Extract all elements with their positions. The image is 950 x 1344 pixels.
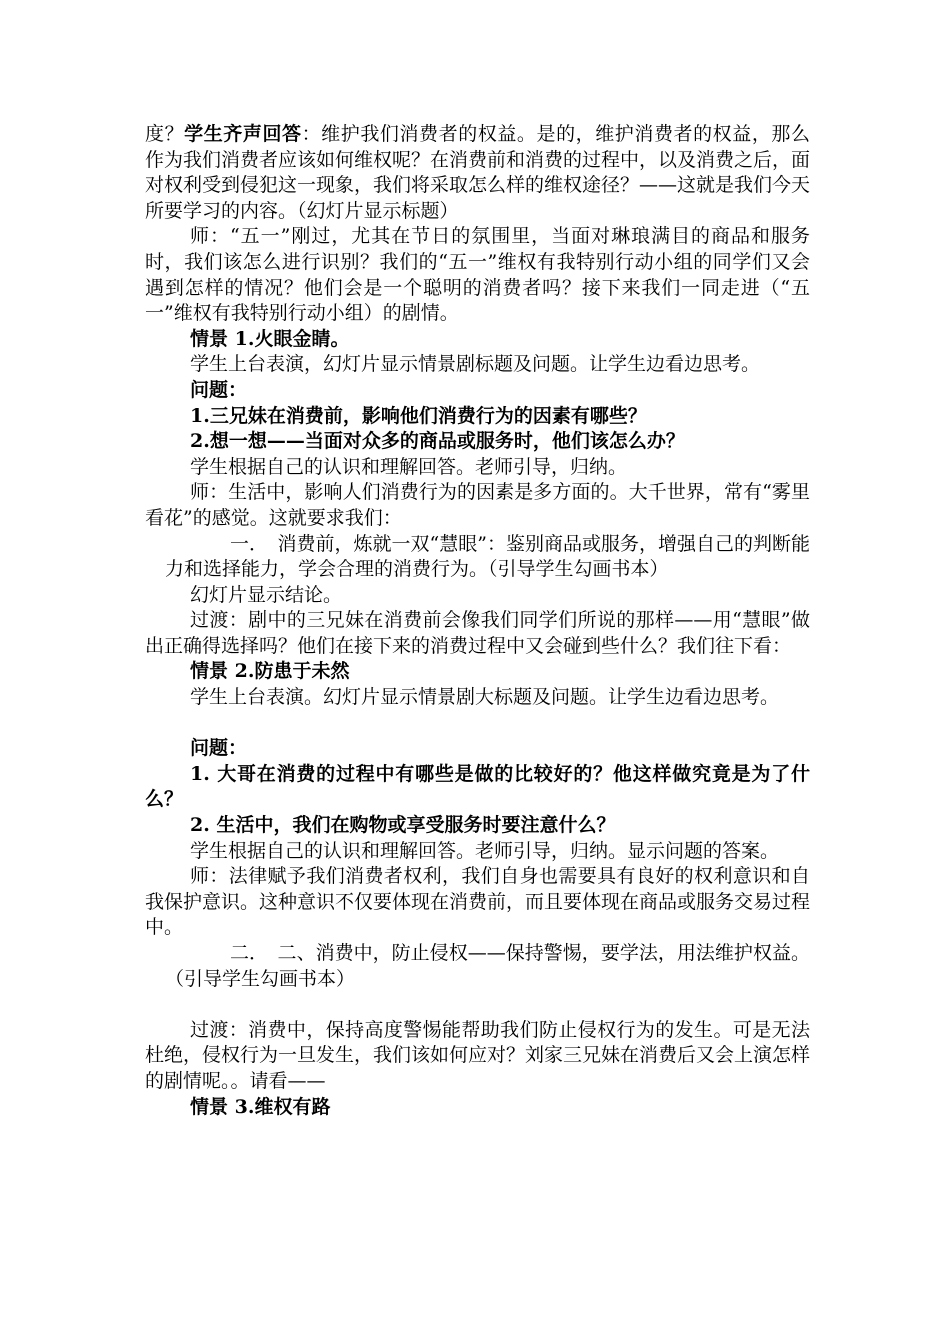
students-answer-label: 学生齐声回答 (184, 123, 302, 145)
scene1-question-2: 2.想一想——当面对众多的商品或服务时，他们该怎么办？ (190, 430, 685, 453)
document-page (145, 122, 810, 1120)
intro-lead: 度？ (145, 123, 185, 145)
scene1-transition: 过渡：剧中的三兄妹在消费前会像我们同学们所说的那样——用“慧眼”做出正确得选择吗？他们在接下来的消费过程中又会碰到些什么？我们往下看： (145, 609, 810, 657)
scene1-teacher: 师：生活中，影响人们消费行为的因素是多方面的。大千世界，常有“雾里看花”的感觉。这就要求我们： (145, 481, 810, 529)
scene1-conclusion: 幻灯片显示结论。 (190, 583, 343, 606)
teacher-paragraph: 师：“五一”刚过，尤其在节日的氛围里，当面对琳琅满目的商品和服务时，我们该怎么进行识别？我们的“五一”维权有我特别行动小组的同学们又会遇到怎样的情况？他们会是一个聪明的消费者吗？接下来我们一同走进（“五一”维权有我特别行动小组）的剧情。 (145, 225, 810, 325)
scene1-title: 情景 1.火眼金睛。 (190, 327, 350, 350)
blank-line (145, 711, 810, 737)
scene1-question-1: 1.三兄妹在消费前，影响他们消费行为的因素有哪些？ (190, 404, 647, 427)
scene2-title: 情景 2.防患于未然 (190, 660, 350, 683)
scene1-key-point: 一． 消费前，炼就一双“慧眼”：鉴别商品或服务，增强自己的判断能力和选择能力，学会合理的消费行为。（引导学生勾画书本） (165, 532, 810, 581)
scene2-answer: 学生根据自己的认识和理解回答。老师引导，归纳。显示问题的答案。 (190, 839, 780, 862)
scene2-question-2: 2. 生活中，我们在购物或享受服务时要注意什么？ (190, 814, 616, 837)
intro-rest: ：维护我们消费者的权益。是的，维护消费者的权益，那么作为我们消费者应该如何维权呢？在消费前和消费的过程中，以及消费之后，面对权利受到侵犯这一现象，我们将采取怎么样的维权途径？——这就是我们今天所要学习的内容。（幻灯片显示标题） (145, 123, 811, 222)
scene2-teacher: 师：法律赋予我们消费者权利，我们自身也需要具有良好的权利意识和自我保护意识。这种意识不仅要体现在消费前，而且要体现在商品或服务交易过程中。 (145, 865, 811, 939)
scene2-key-point: 二． 二、消费中，防止侵权——保持警惕，要学法，用法维护权益。（引导学生勾画书本） (165, 942, 810, 990)
blank-line (145, 992, 810, 1018)
scene2-question-label: 问题： (190, 737, 248, 760)
scene1-description: 学生上台表演，幻灯片显示情景剧标题及问题。让学生边看边思考。 (190, 353, 761, 376)
scene2-transition: 过渡：消费中，保持高度警惕能帮助我们防止侵权行为的发生。可是无法杜绝，侵权行为一旦发生，我们该如何应对？刘家三兄妹在消费后又会上演怎样的剧情呢。。请看—— (145, 1018, 811, 1092)
scene3-title: 情景 3.维权有路 (190, 1095, 331, 1118)
scene1-answer: 学生根据自己的认识和理解回答。老师引导，归纳。 (190, 455, 628, 478)
scene1-question-label: 问题： (190, 378, 248, 401)
intro-paragraph (145, 122, 810, 224)
scene2-question-1: 1. 大哥在消费的过程中有哪些是做的比较好的？他这样做究竟是为了什么？ (145, 762, 810, 811)
scene2-description: 学生上台表演。幻灯片显示情景剧大标题及问题。让学生边看边思考。 (190, 686, 780, 709)
